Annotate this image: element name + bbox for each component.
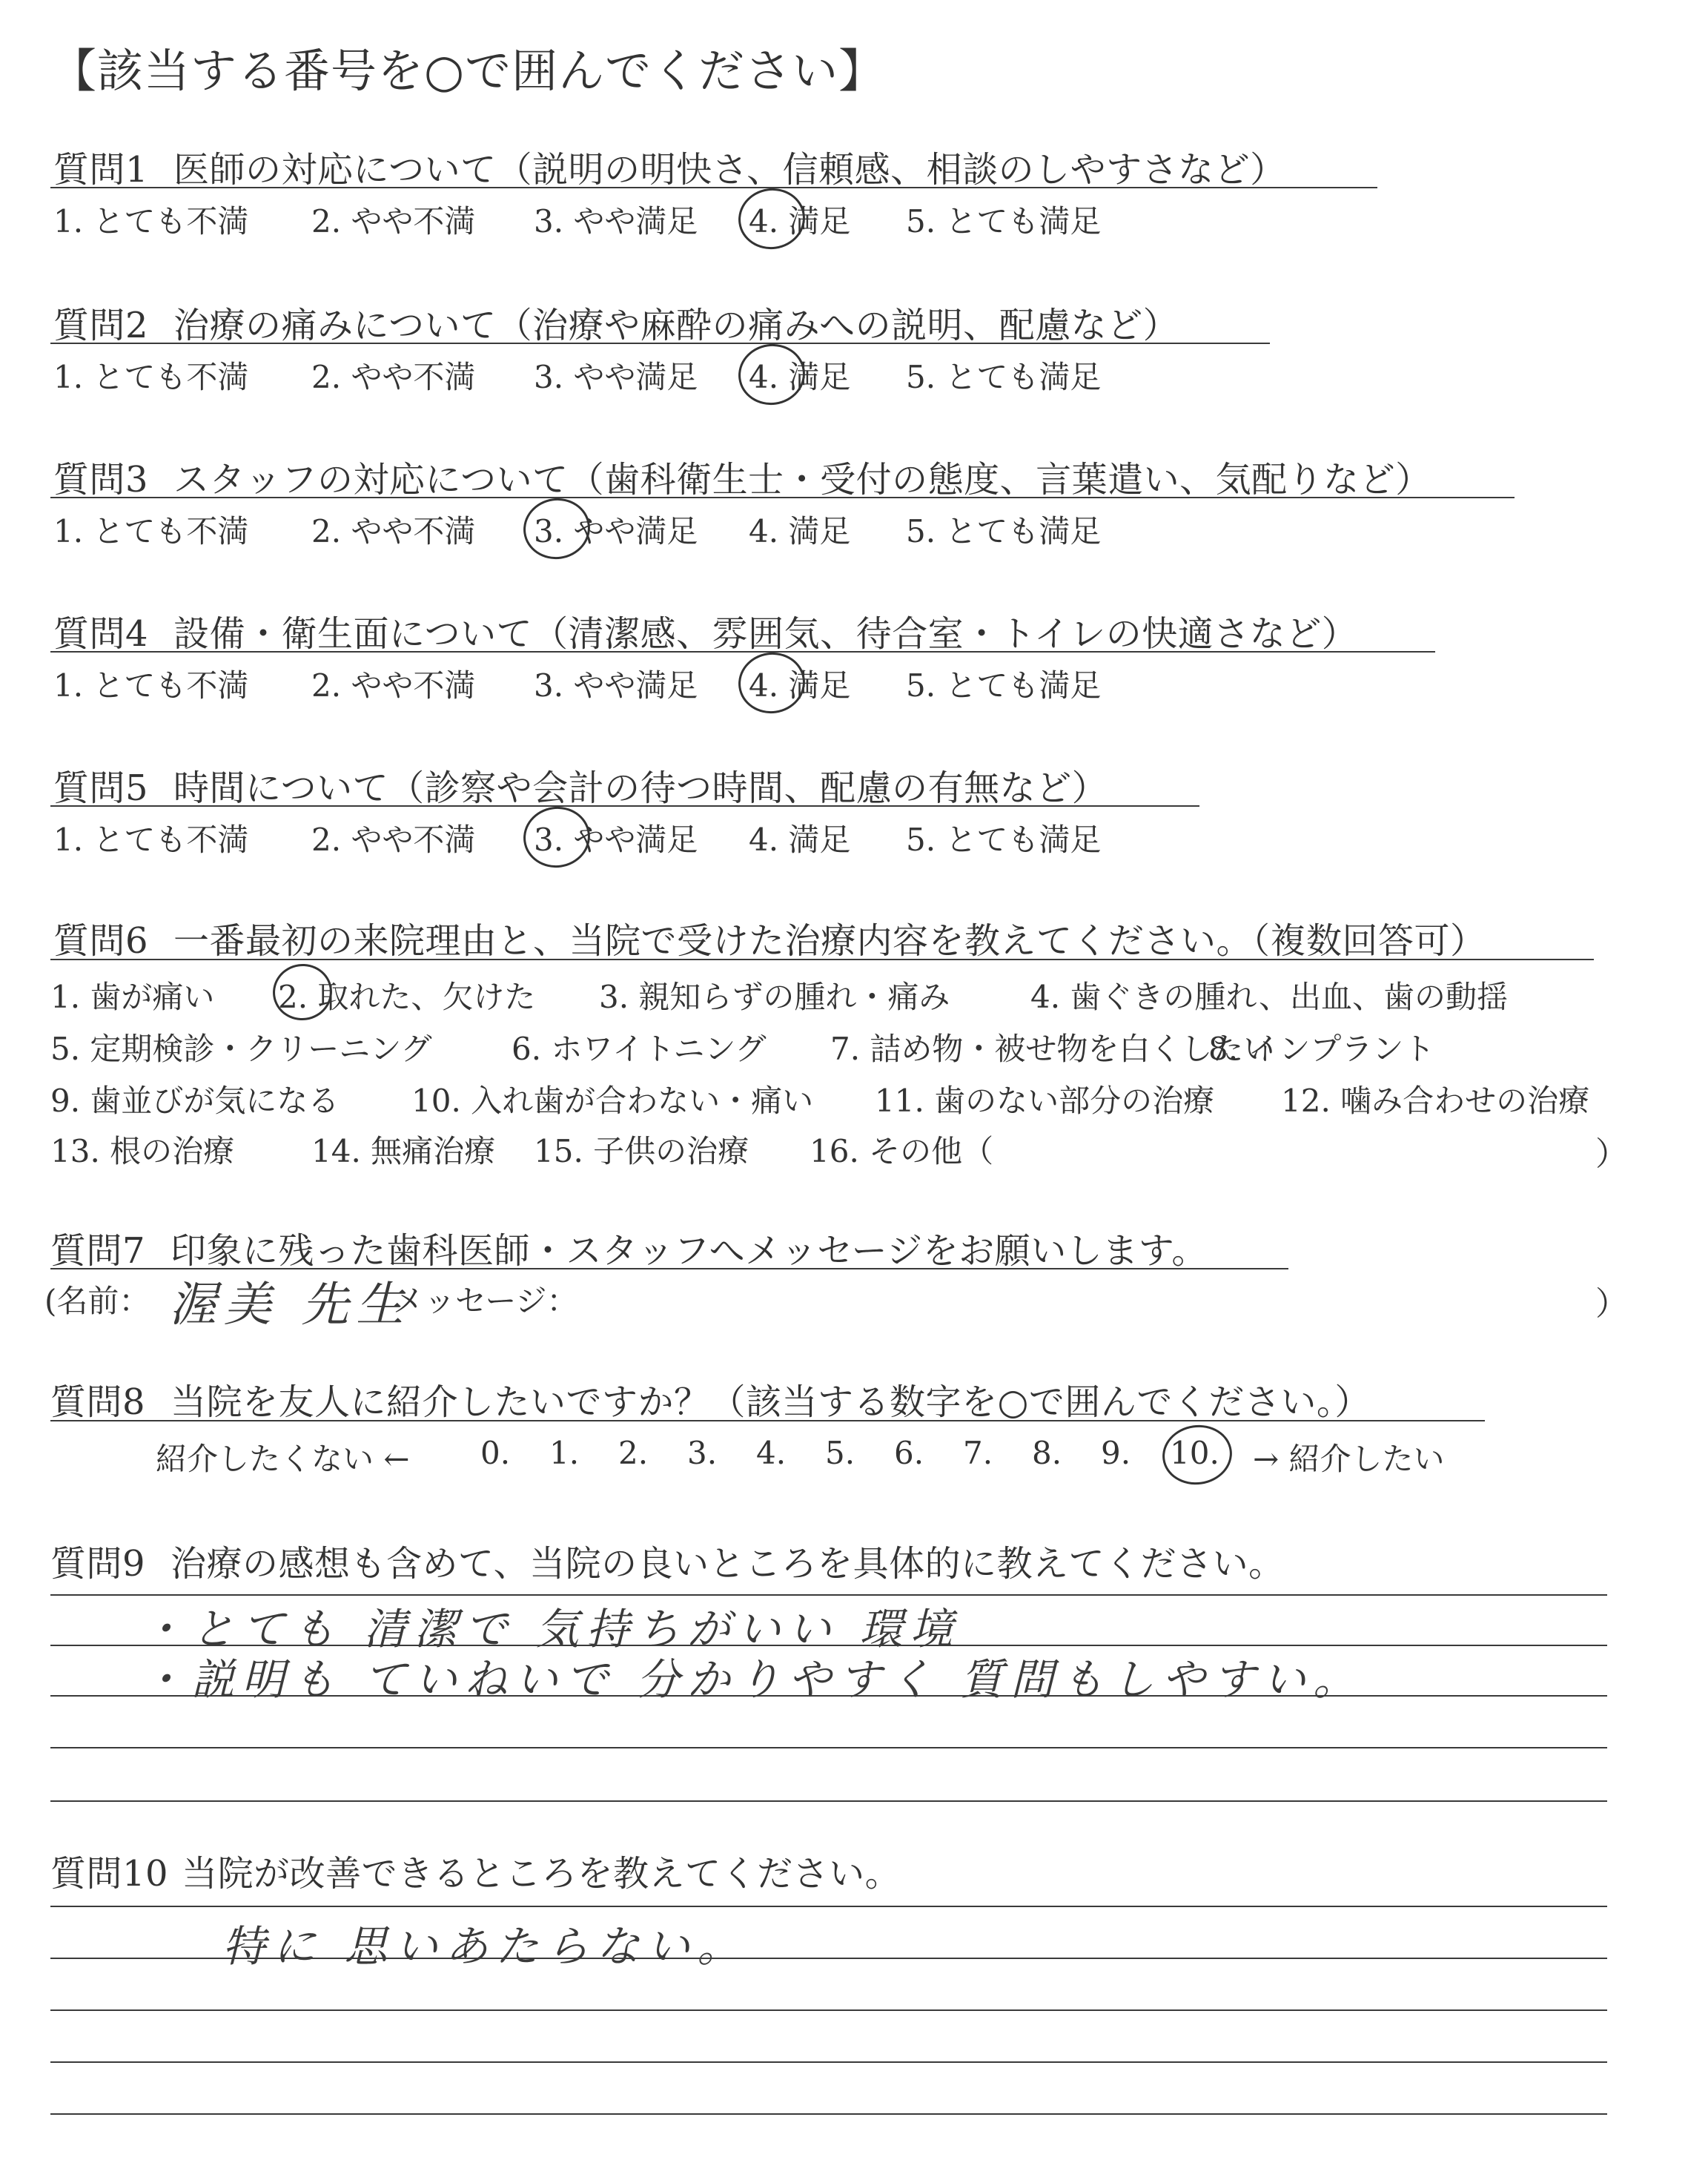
q8-left-label: 紹介したくない ← [156,1441,410,1477]
q8-scale-value[interactable]: 9. [1101,1435,1131,1471]
q4-selected-circle[interactable] [735,648,810,718]
q5-option-4[interactable]: 4. 満足 [749,822,851,858]
q3-title: スタッフの対応について（歯科衛生士・受付の態度、言葉遣い、気配りなど） [173,459,1431,501]
q4-option-5[interactable]: 5. とても満足 [906,667,1102,704]
q6-option[interactable]: 6. ホワイトニング [512,1031,767,1067]
q1-title: 医師の対応について（説明の明快さ、信頼感、相談のしやすさなど） [173,149,1286,191]
q3-underline [50,497,1515,498]
q8-scale-value[interactable]: 3. [687,1435,718,1471]
q8-selected-circle[interactable] [1159,1421,1236,1489]
q10-title: 当院が改善できるところを教えてください。 [182,1853,901,1895]
q6-option[interactable]: 9. 歯並びが気になる [50,1083,340,1119]
q6-option[interactable]: 11. 歯のない部分の治療 [875,1083,1215,1119]
q2-option-4[interactable]: 4. 満足 [749,359,851,395]
q7-name-label: (名前： [44,1283,150,1319]
q8-scale-value[interactable]: 10. [1170,1435,1219,1471]
q10-line-5 [50,2113,1607,2115]
q6-option[interactable]: 14. 無痛治療 [311,1133,496,1169]
q6-option[interactable]: 13. 根の治療 [50,1133,235,1169]
q4-number: 質問4 [53,613,149,655]
q6-option[interactable]: 16. その他（ [810,1133,994,1169]
q1-option-3[interactable]: 3. やや満足 [534,203,698,240]
q2-number: 質問2 [53,305,149,346]
q9-number: 質問9 [50,1543,146,1585]
q7-name-value[interactable]: 渥美 先生 [169,1278,411,1332]
q7-close-paren: ） [1595,1285,1628,1323]
q5-option-5[interactable]: 5. とても満足 [906,822,1102,858]
q4-option-4[interactable]: 4. 満足 [749,667,851,704]
q7-number: 質問7 [50,1230,146,1272]
q1-option-5[interactable]: 5. とても満足 [906,203,1102,240]
q4-option-2[interactable]: 2. やや不満 [311,667,476,704]
q8-scale-value[interactable]: 2. [618,1435,649,1471]
q3-selected-circle[interactable] [520,494,595,564]
q6-option[interactable]: 1. 歯が痛い [50,979,215,1015]
q10-line-1 [50,1906,1607,1907]
q6-option[interactable]: 3. 親知らずの腫れ・痛み [599,979,950,1015]
q3-option-5[interactable]: 5. とても満足 [906,513,1102,549]
q10-line-4 [50,2061,1607,2063]
q5-option-3[interactable]: 3. やや満足 [534,822,698,858]
q9-line-5 [50,1800,1607,1802]
q9-answer-2[interactable]: ・説明も ていねいで 分かりやすく 質問もしやすい。 [141,1654,1364,1705]
q3-option-1[interactable]: 1. とても不満 [53,513,249,549]
q8-scale-value[interactable]: 6. [894,1435,924,1471]
q2-selected-circle[interactable] [735,340,810,409]
q5-title: 時間について（診察や会計の待つ時間、配慮の有無など） [173,767,1108,809]
q2-title-row [53,297,1179,348]
q8-scale-value[interactable]: 5. [825,1435,855,1471]
q8-scale-value[interactable]: 0. [480,1435,511,1471]
q7-title: 印象に残った歯科医師・スタッフへメッセージをお願いします。 [171,1230,1208,1272]
q2-option-2[interactable]: 2. やや不満 [311,359,476,395]
q3-option-4[interactable]: 4. 満足 [749,513,851,549]
q9-title: 治療の感想も含めて、当院の良いところを具体的に教えてください。 [171,1543,1285,1585]
q6-option[interactable]: 5. 定期検診・クリーニング [50,1031,432,1067]
q8-title: 当院を友人に紹介したいですか？（該当する数字を○で囲んでください。） [171,1381,1371,1423]
q6-title: 一番最初の来院理由と、当院で受けた治療内容を教えてください。（複数回答可） [173,920,1486,962]
q4-option-3[interactable]: 3. やや満足 [534,667,698,704]
q4-option-1[interactable]: 1. とても不満 [53,667,249,704]
q4-title: 設備・衛生面について（清潔感、雰囲気、待合室・トイレの快適さなど） [173,613,1358,655]
q7-message-label: メッセージ： [393,1283,578,1319]
q2-underline [50,343,1270,344]
q8-scale-value[interactable]: 7. [963,1435,993,1471]
form-header: 【該当する番号を○で囲んでください】 [50,44,886,98]
q1-option-1[interactable]: 1. とても不満 [53,203,249,240]
q2-option-5[interactable]: 5. とても満足 [906,359,1102,395]
q6-number: 質問6 [53,920,149,962]
q5-number: 質問5 [53,767,149,809]
q10-number: 質問10 [50,1853,169,1895]
q4-underline [50,651,1435,653]
q8-right-label: → 紹介したい [1253,1441,1445,1477]
q9-answer-1[interactable]: ・とても 清潔で 気持ちがいい 環境 [141,1604,961,1654]
q4-title-row [53,605,1357,656]
q8-title-row [50,1373,1371,1424]
q6-option[interactable]: 10. 入れ歯が合わない・痛い [411,1083,814,1119]
q8-scale-value[interactable]: 1. [549,1435,580,1471]
q5-option-2[interactable]: 2. やや不満 [311,822,476,858]
q1-option-2[interactable]: 2. やや不満 [311,203,476,240]
q1-underline [50,187,1377,188]
q2-option-3[interactable]: 3. やや満足 [534,359,698,395]
q8-scale-value[interactable]: 4. [756,1435,787,1471]
q10-title-row [50,1845,901,1896]
q1-number: 質問1 [53,149,149,191]
q5-underline [50,805,1199,807]
q7-title-row [50,1222,1208,1273]
q3-number: 質問3 [53,459,149,501]
q1-selected-circle[interactable] [735,184,810,254]
q10-answer-1[interactable]: 特に 思いあたらない。 [222,1921,748,1972]
q5-title-row [53,759,1108,810]
q2-title: 治療の痛みについて（治療や麻酔の痛みへの説明、配慮など） [173,305,1179,346]
q6-option[interactable]: 7. 詰め物・被せ物を白くしたい [830,1031,1275,1067]
q8-underline [50,1420,1485,1421]
q5-option-1[interactable]: 1. とても不満 [53,822,249,858]
q1-title-row [53,141,1286,192]
q6-underline [50,959,1594,960]
q3-option-3[interactable]: 3. やや満足 [534,513,698,549]
q6-option[interactable]: 2. 取れた、欠けた [278,979,536,1015]
q8-number: 質問8 [50,1381,146,1423]
q8-scale-value[interactable]: 8. [1032,1435,1062,1471]
q6-close-paren: ） [1595,1135,1628,1173]
q6-option[interactable]: 8. インプラント [1208,1031,1435,1067]
q6-title-row [53,912,1486,963]
q2-option-1[interactable]: 1. とても不満 [53,359,249,395]
q10-line-3 [50,2009,1607,2011]
q3-option-2[interactable]: 2. やや不満 [311,513,476,549]
q6-option[interactable]: 15. 子供の治療 [534,1133,749,1169]
q6-option[interactable]: 4. 歯ぐきの腫れ、出血、歯の動揺 [1030,979,1508,1015]
q6-option[interactable]: 12. 噛み合わせの治療 [1281,1083,1590,1119]
q5-selected-circle[interactable] [520,802,595,872]
q3-title-row [53,451,1431,502]
q1-option-4[interactable]: 4. 満足 [749,203,851,240]
q9-title-row [50,1535,1285,1586]
q9-line-4 [50,1747,1607,1748]
